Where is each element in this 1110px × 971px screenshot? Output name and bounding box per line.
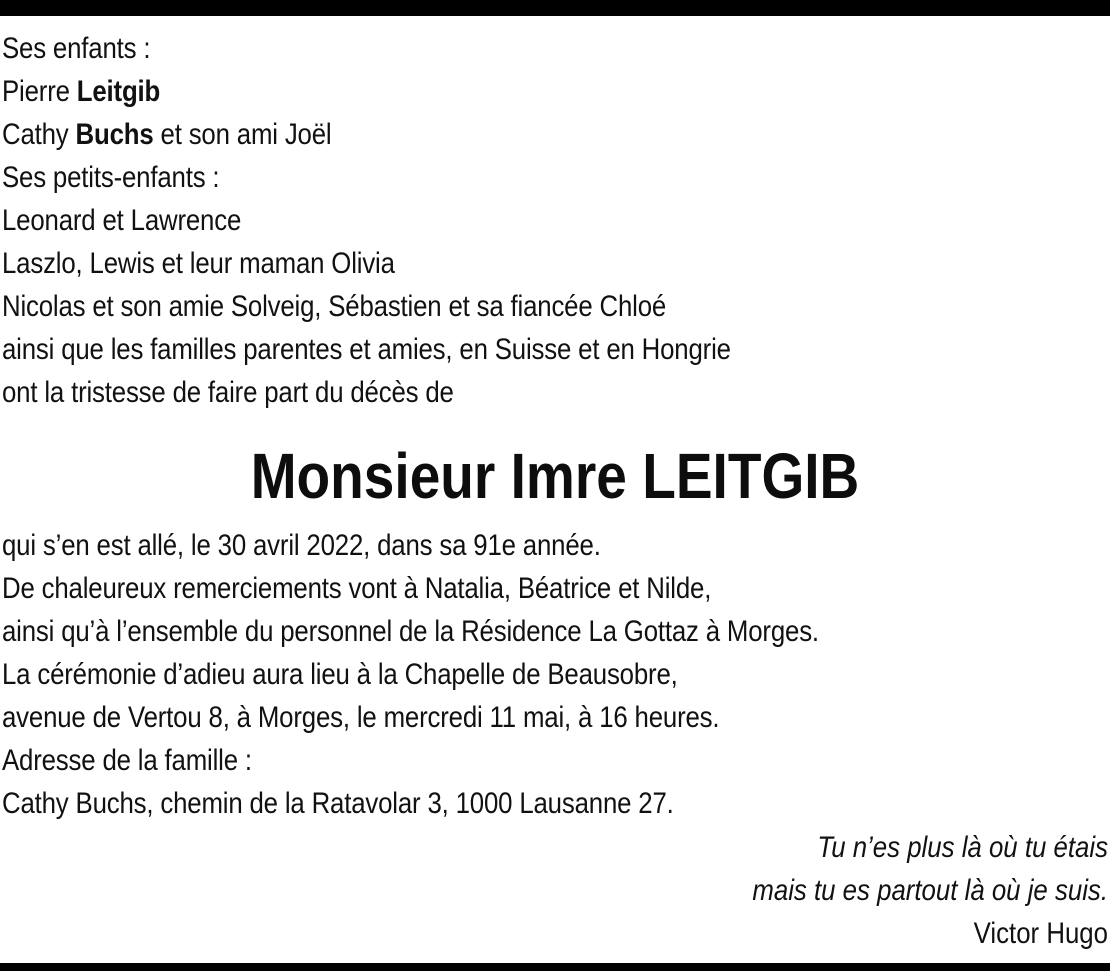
grandchildren-heading: Ses petits-enfants : [2, 161, 220, 194]
child2-last-name: Buchs [75, 118, 154, 151]
quote-author: Victor Hugo [973, 917, 1108, 950]
details-line-2: De chaleureux remerciements vont à Natalia, Béatrice et Nilde, [2, 572, 712, 605]
families-line: ainsi que les familles parentes et amies, en Suisse et en Hongrie [2, 333, 731, 366]
family-address: Cathy Buchs, chemin de la Ratavolar 3, 1000 Lausanne 27. [2, 787, 674, 820]
grandchildren-line-3: Nicolas et son amie Solveig, Sébastien et sa fiancée Chloé [2, 290, 667, 323]
family-announcement [2, 27, 1108, 414]
bottom-border-rule [0, 963, 1110, 971]
child1-first-name: Pierre [2, 75, 70, 108]
deceased-name: Monsieur Imre LEITGIB [250, 440, 860, 512]
child-cathy [2, 113, 953, 156]
quote-line-1: Tu n’es plus là où tu étais [817, 831, 1108, 864]
top-border-rule [0, 0, 1110, 16]
quote-line-2: mais tu es partout là où je suis. [752, 874, 1108, 907]
details-line-4: La cérémonie d’adieu aura lieu à la Chapelle de Beausobre, [2, 658, 678, 691]
child2-rest: et son ami Joël [160, 118, 332, 151]
details-line-1: qui s’en est allé, le 30 avril 2022, dans sa 91e année. [2, 529, 601, 562]
details-line-5: avenue de Vertou 8, à Morges, le mercredi 11 mai, à 16 heures. [2, 701, 720, 734]
announcement-line: ont la tristesse de faire part du décès de [2, 376, 454, 409]
family-address-heading: Adresse de la famille : [2, 744, 252, 777]
closing-quote [408, 826, 1108, 955]
child2-first-name: Cathy [2, 118, 69, 151]
child1-last-name: Leitgib [76, 75, 161, 108]
child-pierre [2, 70, 953, 113]
details-line-3: ainsi qu’à l’ensemble du personnel de la Résidence La Gottaz à Morges. [2, 615, 819, 648]
children-heading: Ses enfants : [2, 32, 151, 65]
ceremony-details [2, 524, 1108, 825]
grandchildren-line-2: Laszlo, Lewis et leur maman Olivia [2, 247, 395, 280]
grandchildren-line-1: Leonard et Lawrence [2, 204, 242, 237]
